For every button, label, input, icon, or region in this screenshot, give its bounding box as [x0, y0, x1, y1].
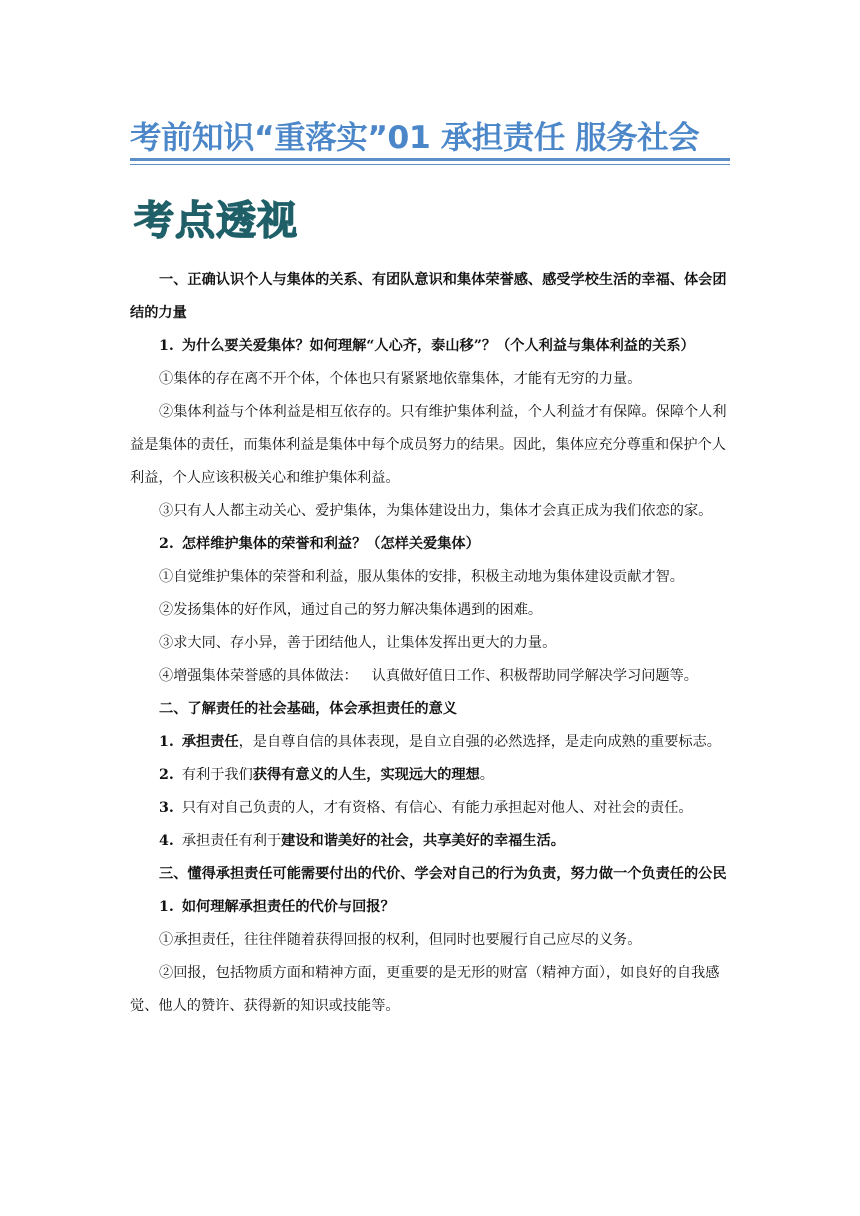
section2-heading: 二、了解责任的社会基础，体会承担责任的意义 [159, 701, 457, 717]
point-number: 1. [159, 734, 174, 750]
point-text: 承担责任有利于 [181, 833, 282, 849]
q-text: 为什么要关爱集体？如何理解“人心齐，泰山移”？（个人利益与集体利益的关系） [181, 338, 695, 354]
section-badge-logo [130, 188, 300, 246]
point-bold: 获得有意义的人生，实现远大的理想 [252, 767, 480, 783]
q-number: 2. [159, 536, 174, 552]
q-text: 怎样维护集体的荣誉和利益？（怎样关爱集体） [181, 536, 480, 552]
point-number: 3. [159, 800, 174, 816]
point-number: 2. [159, 767, 174, 783]
q-number: 1. [159, 899, 174, 915]
point-text: 有利于我们 [181, 767, 253, 783]
s2-point-4 [130, 825, 730, 858]
badge-art [130, 188, 300, 246]
s3q1-item-2: ②回报，包括物质方面和精神方面，更重要的是无形的财富（精神方面），如良好的自我感觉、他人的赞许、获得新的知识或技能等。 [130, 965, 720, 1014]
point-number: 4. [159, 833, 174, 849]
item4-text: 认真做好值日工作、积极帮助同学解决学习问题等。 [371, 668, 698, 684]
point-text: 只有对自己负责的人，才有资格、有信心、有能力承担起对他人、对社会的责任。 [181, 800, 693, 816]
s1q2-item-2: ②发扬集体的好作风，通过自己的努力解决集体遇到的困难。 [159, 602, 543, 618]
badge-text: 考点透视 [134, 198, 298, 244]
s1q1-item-3: ③只有人人都主动关心、爱护集体，为集体建设出力，集体才会真正成为我们依恋的家。 [159, 503, 713, 519]
title-underline-thin [130, 164, 730, 165]
s2-point-2 [130, 759, 730, 792]
s1q1-item-2: ②集体利益与个体利益是相互依存的。只有维护集体利益，个人利益才有保障。保障个人利益是集体的责任，而集体利益是集体中每个成员努力的结果。因此，集体应充分尊重和保护个人利益，个人应该积极关心和维护集体利益。 [130, 404, 727, 486]
title-underline [130, 158, 730, 161]
section1-q1 [130, 330, 730, 363]
s1q1-item-1: ①集体的存在离不开个体，个体也只有紧紧地依靠集体，才能有无穷的力量。 [159, 371, 642, 387]
point-text-end: 。 [479, 767, 494, 783]
q-number: 1. [159, 338, 174, 354]
q-text: 如何理解承担责任的代价与回报？ [181, 899, 395, 915]
point-text: ，是自尊自信的具体表现，是自立自强的必然选择，是走向成熟的重要标志。 [238, 734, 721, 750]
section3-q1 [130, 891, 730, 924]
s1q2-item-3: ③求大同、存小异，善于团结他人，让集体发挥出更大的力量。 [159, 635, 557, 651]
section3-heading: 三、懂得承担责任可能需要付出的代价、学会对自己的行为负责，努力做一个负责任的公民 [159, 866, 727, 882]
document-body [130, 264, 730, 1023]
s3q1-item-1: ①承担责任，往往伴随着获得回报的权利，但同时也要履行自己应尽的义务。 [159, 932, 642, 948]
s2-point-3 [130, 792, 730, 825]
s2-point-1 [130, 726, 730, 759]
section1-heading: 一、正确认识个人与集体的关系、有团队意识和集体荣誉感、感受学校生活的幸福、体会团结的力量 [130, 272, 727, 321]
point-bold: 承担责任 [181, 734, 239, 750]
page-title: 考前知识“重落实”01 承担责任 服务社会 [130, 120, 700, 156]
point-bold: 建设和谐美好的社会，共享美好的幸福生活。 [281, 833, 565, 849]
s1q2-item-1: ①自觉维护集体的荣誉和利益，服从集体的安排，积极主动地为集体建设贡献才智。 [159, 569, 684, 585]
section1-q2 [130, 528, 730, 561]
item4-label: ④增强集体荣誉感的具体做法： [159, 668, 358, 684]
s1q2-item-4 [130, 660, 730, 693]
